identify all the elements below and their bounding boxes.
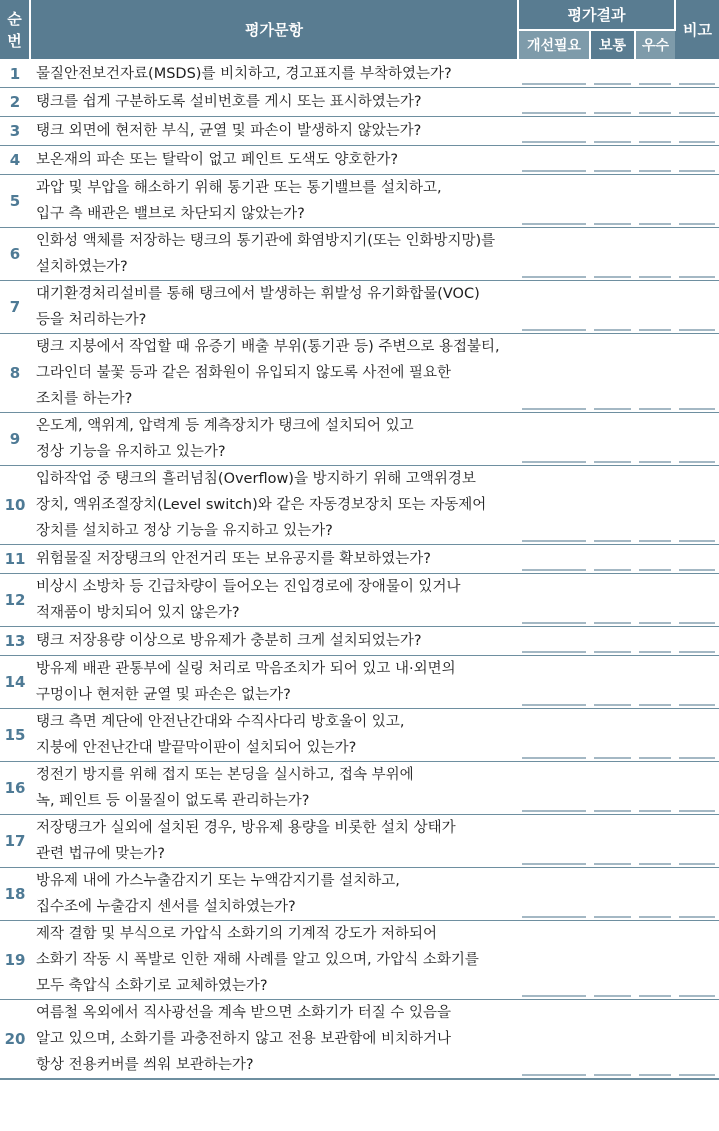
row-question: 위험물질 저장탱크의 안전거리 또는 보유공지를 확보하였는가? (30, 545, 518, 574)
remarks-cell[interactable] (675, 88, 719, 117)
row-question: 탱크 지붕에서 작업할 때 유증기 배출 부위(통기관 등) 주변으로 용접불티, 그라인더 불꽃 등과 같은 점화원이 유입되지 않도록 사전에 필요한 조치를 하는가? (30, 334, 518, 413)
table-header (0, 0, 719, 60)
excellent-cell[interactable] (635, 466, 675, 545)
needs-improvement-cell[interactable] (518, 545, 590, 574)
row-question: 방유제 배관 관통부에 실링 처리로 막음조치가 되어 있고 내·외면의 구멍이나 현저한 균열 및 파손은 없는가? (30, 656, 518, 709)
average-cell[interactable] (590, 175, 635, 228)
excellent-cell[interactable] (635, 815, 675, 868)
excellent-cell[interactable] (635, 88, 675, 117)
needs-improvement-cell[interactable] (518, 88, 590, 117)
row-question: 탱크를 쉽게 구분하도록 설비번호를 게시 또는 표시하였는가? (30, 88, 518, 117)
row-question: 정전기 방지를 위해 접지 또는 본딩을 실시하고, 접속 부위에 녹, 페인트 등 이물질이 없도록 관리하는가? (30, 762, 518, 815)
remarks-cell[interactable] (675, 334, 719, 413)
row-question: 온도계, 액위계, 압력계 등 계측장치가 탱크에 설치되어 있고 정상 기능을 유지하고 있는가? (30, 413, 518, 466)
table-row (0, 868, 719, 921)
remarks-cell[interactable] (675, 762, 719, 815)
remarks-cell[interactable] (675, 466, 719, 545)
row-number: 17 (0, 815, 30, 868)
needs-improvement-cell[interactable] (518, 574, 590, 627)
row-question: 보온재의 파손 또는 탈락이 없고 페인트 도색도 양호한가? (30, 146, 518, 175)
average-cell[interactable] (590, 466, 635, 545)
row-question: 물질안전보건자료(MSDS)를 비치하고, 경고표지를 부착하였는가? (30, 60, 518, 88)
needs-improvement-cell[interactable] (518, 413, 590, 466)
excellent-cell[interactable] (635, 117, 675, 146)
row-question: 대기환경처리설비를 통해 탱크에서 발생하는 휘발성 유기화합물(VOC) 등을 처리하는가? (30, 281, 518, 334)
average-cell[interactable] (590, 545, 635, 574)
average-cell[interactable] (590, 146, 635, 175)
remarks-cell[interactable] (675, 656, 719, 709)
row-number: 3 (0, 117, 30, 146)
row-question: 여름철 옥외에서 직사광선을 계속 받으면 소화기가 터질 수 있음을 알고 있으며, 소화기를 과충전하지 않고 전용 보관함에 비치하거나 항상 전용커버를 씌워 보관하는가? (30, 1000, 518, 1080)
row-question: 제작 결함 및 부식으로 가압식 소화기의 기계적 강도가 저하되어 소화기 작동 시 폭발로 인한 재해 사례를 알고 있으며, 가압식 소화기를 모두 축압식 소화기로 교체하였는가? (30, 921, 518, 1000)
excellent-cell[interactable] (635, 60, 675, 88)
row-number: 16 (0, 762, 30, 815)
needs-improvement-cell[interactable] (518, 334, 590, 413)
excellent-cell[interactable] (635, 175, 675, 228)
average-cell[interactable] (590, 228, 635, 281)
table-row (0, 815, 719, 868)
remarks-cell[interactable] (675, 117, 719, 146)
excellent-cell[interactable] (635, 281, 675, 334)
header-result: 평가결과 (518, 0, 675, 30)
excellent-cell[interactable] (635, 762, 675, 815)
needs-improvement-cell[interactable] (518, 868, 590, 921)
remarks-cell[interactable] (675, 146, 719, 175)
table-row (0, 545, 719, 574)
excellent-cell[interactable] (635, 709, 675, 762)
excellent-cell[interactable] (635, 921, 675, 1000)
row-number: 12 (0, 574, 30, 627)
row-number: 20 (0, 1000, 30, 1080)
average-cell[interactable] (590, 868, 635, 921)
average-cell[interactable] (590, 815, 635, 868)
table-row (0, 466, 719, 545)
needs-improvement-cell[interactable] (518, 60, 590, 88)
header-excellent: 우수 (635, 30, 675, 60)
row-number: 1 (0, 60, 30, 88)
table-row (0, 413, 719, 466)
needs-improvement-cell[interactable] (518, 815, 590, 868)
table-row (0, 60, 719, 88)
average-cell[interactable] (590, 627, 635, 656)
table-row (0, 146, 719, 175)
remarks-cell[interactable] (675, 921, 719, 1000)
average-cell[interactable] (590, 1000, 635, 1080)
row-question: 방유제 내에 가스누출감지기 또는 누액감지기를 설치하고, 집수조에 누출감지 센서를 설치하였는가? (30, 868, 518, 921)
row-question: 입하작업 중 탱크의 흘러넘침(Overflow)을 방지하기 위해 고액위경보 장치, 액위조절장치(Level switch)와 같은 자동경보장치 또는 자동제어 장치를 설치하고 정상 기능을 유지하고 있는가? (30, 466, 518, 545)
table-row (0, 709, 719, 762)
excellent-cell[interactable] (635, 574, 675, 627)
table-row (0, 762, 719, 815)
average-cell[interactable] (590, 413, 635, 466)
row-number: 4 (0, 146, 30, 175)
excellent-cell[interactable] (635, 627, 675, 656)
remarks-cell[interactable] (675, 413, 719, 466)
remarks-cell[interactable] (675, 815, 719, 868)
needs-improvement-cell[interactable] (518, 1000, 590, 1080)
excellent-cell[interactable] (635, 413, 675, 466)
header-average: 보통 (590, 30, 635, 60)
table-row (0, 627, 719, 656)
header-remarks: 비고 (675, 0, 719, 60)
row-number: 18 (0, 868, 30, 921)
needs-improvement-cell[interactable] (518, 921, 590, 1000)
remarks-cell[interactable] (675, 709, 719, 762)
remarks-cell[interactable] (675, 175, 719, 228)
excellent-cell[interactable] (635, 1000, 675, 1080)
row-question: 탱크 외면에 현저한 부식, 균열 및 파손이 발생하지 않았는가? (30, 117, 518, 146)
header-number: 순 번 (0, 0, 30, 60)
row-number: 11 (0, 545, 30, 574)
row-number: 6 (0, 228, 30, 281)
average-cell[interactable] (590, 574, 635, 627)
table-row (0, 921, 719, 1000)
needs-improvement-cell[interactable] (518, 146, 590, 175)
average-cell[interactable] (590, 656, 635, 709)
remarks-cell[interactable] (675, 281, 719, 334)
average-cell[interactable] (590, 762, 635, 815)
table-row (0, 574, 719, 627)
table-row (0, 175, 719, 228)
needs-improvement-cell[interactable] (518, 656, 590, 709)
row-question: 과압 및 부압을 해소하기 위해 통기관 또는 통기밸브를 설치하고, 입구 측 배관은 밸브로 차단되지 않았는가? (30, 175, 518, 228)
header-needs-improvement: 개선필요 (518, 30, 590, 60)
row-question: 탱크 측면 계단에 안전난간대와 수직사다리 방호울이 있고, 지붕에 안전난간대 발끝막이판이 설치되어 있는가? (30, 709, 518, 762)
needs-improvement-cell[interactable] (518, 281, 590, 334)
average-cell[interactable] (590, 88, 635, 117)
row-question: 탱크 저장용량 이상으로 방유제가 충분히 크게 설치되었는가? (30, 627, 518, 656)
row-number: 9 (0, 413, 30, 466)
excellent-cell[interactable] (635, 228, 675, 281)
remarks-cell[interactable] (675, 1000, 719, 1080)
table-row (0, 228, 719, 281)
table-row (0, 334, 719, 413)
remarks-cell[interactable] (675, 868, 719, 921)
row-question: 저장탱크가 실외에 설치된 경우, 방유제 용량을 비롯한 설치 상태가 관련 법규에 맞는가? (30, 815, 518, 868)
excellent-cell[interactable] (635, 334, 675, 413)
remarks-cell[interactable] (675, 574, 719, 627)
row-number: 15 (0, 709, 30, 762)
header-question: 평가문항 (30, 0, 518, 60)
row-number: 8 (0, 334, 30, 413)
row-number: 19 (0, 921, 30, 1000)
remarks-cell[interactable] (675, 60, 719, 88)
row-number: 5 (0, 175, 30, 228)
remarks-cell[interactable] (675, 627, 719, 656)
row-number: 2 (0, 88, 30, 117)
row-question: 인화성 액체를 저장하는 탱크의 통기관에 화염방지기(또는 인화방지망)를 설치하였는가? (30, 228, 518, 281)
needs-improvement-cell[interactable] (518, 228, 590, 281)
table-row (0, 1000, 719, 1080)
remarks-cell[interactable] (675, 228, 719, 281)
table-row (0, 117, 719, 146)
needs-improvement-cell[interactable] (518, 709, 590, 762)
average-cell[interactable] (590, 334, 635, 413)
needs-improvement-cell[interactable] (518, 762, 590, 815)
row-number: 10 (0, 466, 30, 545)
needs-improvement-cell[interactable] (518, 466, 590, 545)
remarks-cell[interactable] (675, 545, 719, 574)
excellent-cell[interactable] (635, 545, 675, 574)
average-cell[interactable] (590, 117, 635, 146)
average-cell[interactable] (590, 60, 635, 88)
table-row (0, 656, 719, 709)
average-cell[interactable] (590, 921, 635, 1000)
table-row (0, 281, 719, 334)
average-cell[interactable] (590, 281, 635, 334)
needs-improvement-cell[interactable] (518, 627, 590, 656)
excellent-cell[interactable] (635, 146, 675, 175)
row-question: 비상시 소방차 등 긴급차량이 들어오는 진입경로에 장애물이 있거나 적재품이 방치되어 있지 않은가? (30, 574, 518, 627)
row-number: 14 (0, 656, 30, 709)
table-row (0, 88, 719, 117)
excellent-cell[interactable] (635, 868, 675, 921)
average-cell[interactable] (590, 709, 635, 762)
needs-improvement-cell[interactable] (518, 175, 590, 228)
row-number: 13 (0, 627, 30, 656)
needs-improvement-cell[interactable] (518, 117, 590, 146)
table-body (0, 60, 719, 1079)
excellent-cell[interactable] (635, 656, 675, 709)
row-number: 7 (0, 281, 30, 334)
